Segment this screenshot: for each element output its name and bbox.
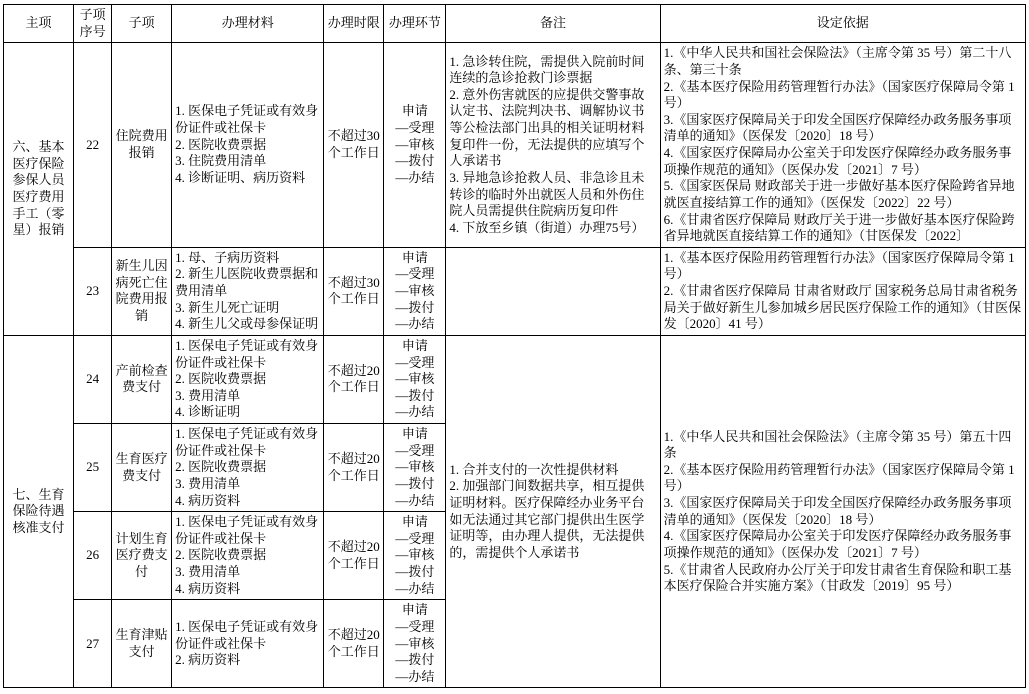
- main-item-cell-6: 六、基本医疗保险参保人员医疗费用手工（零星）报销: [4, 43, 74, 336]
- materials-cell-23: 1. 母、子病历资料 2. 新生儿医院收费票据和费用清单 3. 新生儿死亡证明 4. 新生儿父或母参保证明: [172, 247, 324, 335]
- process-cell-25: 申请 —受理 —审核 —拨付 —办结: [384, 424, 446, 512]
- sub-item-cell-25: 生育医疗费支付: [112, 424, 172, 512]
- sub-no-cell-25: 25: [74, 424, 112, 512]
- basis-cell-23: 1.《基本医疗保险用药管理暂行办法》（国家医疗保障局令第 1 号） 2.《甘肃省医疗保障局 甘肃省财政厅 国家税务总局甘肃省税务局关于做好新生儿参加城乡居民医疗保险工作的通知》（甘医保发〔2020〕41 号）: [660, 247, 1025, 335]
- column-header-process: 办理环节: [384, 5, 446, 43]
- sub-no-cell-23: 23: [74, 247, 112, 335]
- time-limit-cell-25: 不超过20个工作日: [324, 424, 384, 512]
- remark-cell-22: 1. 急诊转住院，需提供入院前时间连续的急诊抢救门诊票据 2. 意外伤害就医的应提供交警事故认定书、法院判决书、调解协议书等公检法部门出具的相关证明材料复印件一份，无法提供的应填写个人承诺书 3. 异地急诊抢救人员、非急诊且未转诊的临时外出就医人员和外伤住院人员需提供住院病历复印件 4. 下放至乡镇（街道）办理75号）: [446, 43, 660, 248]
- sub-item-cell-24: 产前检查费支付: [112, 335, 172, 423]
- time-limit-cell-26: 不超过20个工作日: [324, 512, 384, 600]
- sub-item-cell-23: 新生儿因病死亡住院费用报销: [112, 247, 172, 335]
- time-limit-cell-27: 不超过20个工作日: [324, 600, 384, 688]
- column-header-main-item: 主项: [4, 5, 74, 43]
- column-header-sub-item: 子项: [112, 5, 172, 43]
- remark-cell-23: [446, 247, 660, 335]
- sub-no-cell-27: 27: [74, 600, 112, 688]
- column-header-basis: 设定依据: [660, 5, 1025, 43]
- column-header-sub-no: 子项序号: [74, 5, 112, 43]
- process-cell-22: 申请 —受理 —审核 —拨付 —办结: [384, 43, 446, 248]
- materials-cell-25: 1. 医保电子凭证或有效身份证件或社保卡 2. 医院收费票据 3. 费用清单 4. 病历资料: [172, 424, 324, 512]
- sub-no-cell-24: 24: [74, 335, 112, 423]
- sub-no-cell-26: 26: [74, 512, 112, 600]
- sub-item-cell-22: 住院费用报销: [112, 43, 172, 248]
- time-limit-cell-24: 不超过20个工作日: [324, 335, 384, 423]
- materials-cell-24: 1. 医保电子凭证或有效身份证件或社保卡 2. 医院收费票据 3. 费用清单 4. 诊断证明: [172, 335, 324, 423]
- process-cell-24: 申请 —受理 —审核 —拨付 —办结: [384, 335, 446, 423]
- column-header-time-limit: 办理时限: [324, 5, 384, 43]
- remark-cell-group-7: 1. 合并支付的一次性提供材料 2. 加强部门间数据共享，相互提供证明材料。医疗保障经办业务平台如无法通过其它部门提供出生医学证明等，由办理人提供，无法提供的，需提供个人承诺书: [446, 335, 660, 688]
- table-row: [4, 335, 1026, 423]
- table-row: [4, 43, 1026, 248]
- service-items-table: [3, 4, 1026, 688]
- process-cell-23: 申请 —受理 —审核 —拨付 —办结: [384, 247, 446, 335]
- table-row: [4, 247, 1026, 335]
- main-item-cell-7: 七、生育保险待遇核准支付: [4, 335, 74, 688]
- column-header-remark: 备注: [446, 5, 660, 43]
- time-limit-cell-23: 不超过30个工作日: [324, 247, 384, 335]
- process-cell-26: 申请 —受理 —审核 —拨付 —办结: [384, 512, 446, 600]
- materials-cell-26: 1. 医保电子凭证或有效身份证件或社保卡 2. 医院收费票据 3. 费用清单 4. 病历资料: [172, 512, 324, 600]
- sub-item-cell-27: 生育津贴支付: [112, 600, 172, 688]
- table-header-row: [4, 5, 1026, 43]
- materials-cell-27: 1. 医保电子凭证或有效身份证件或社保卡 2. 病历资料: [172, 600, 324, 688]
- sub-no-cell-22: 22: [74, 43, 112, 248]
- basis-cell-22: 1.《中华人民共和国社会保险法》（主席令第 35 号）第二十八条、第三十条 2.《基本医疗保险用药管理暂行办法》（国家医疗保障局令第 1 号） 3.《国家医疗保障局关于印发全国医疗保障经办政务服务事项清单的通知》（医保发〔2020〕18 号） 4.《国家医疗保障局办公室关于印发医疗保障经办政务服务事项操作规范的通知》（医保办发〔2021〕7 号） 5.《国家医保局 财政部关于进一步做好基本医疗保险跨省异地就医直接结算工作的通知》（医保发〔2022〕22 号） 6.《甘肃省医疗保障局 财政厅关于进一步做好基本医疗保险跨省异地就医直接结算工作的通知》（甘医保发〔2022〕: [660, 43, 1025, 248]
- materials-cell-22: 1. 医保电子凭证或有效身份证件或社保卡 2. 医院收费票据 3. 住院费用清单 4. 诊断证明、病历资料: [172, 43, 324, 248]
- column-header-materials: 办理材料: [172, 5, 324, 43]
- process-cell-27: 申请 —受理 —审核 —拨付 —办结: [384, 600, 446, 688]
- sub-item-cell-26: 计划生育医疗费支付: [112, 512, 172, 600]
- basis-cell-group-7: 1.《中华人民共和国社会保险法》（主席令第 35 号）第五十四条 2.《基本医疗保险用药管理暂行办法》（国家医疗保障局令第 1 号） 3.《国家医疗保障局关于印发全国医疗保障经办政务服务事项清单的通知》（医保发〔2020〕18 号） 4.《国家医疗保障局办公室关于印发医疗保障经办政务服务事项操作规范的通知》（医保办发〔2021〕7 号） 5.《甘肃省人民政府办公厅关于印发甘肃省生育保险和职工基本医疗保险合并实施方案》（甘政发〔2019〕95 号）: [660, 335, 1025, 688]
- time-limit-cell-22: 不超过30个工作日: [324, 43, 384, 248]
